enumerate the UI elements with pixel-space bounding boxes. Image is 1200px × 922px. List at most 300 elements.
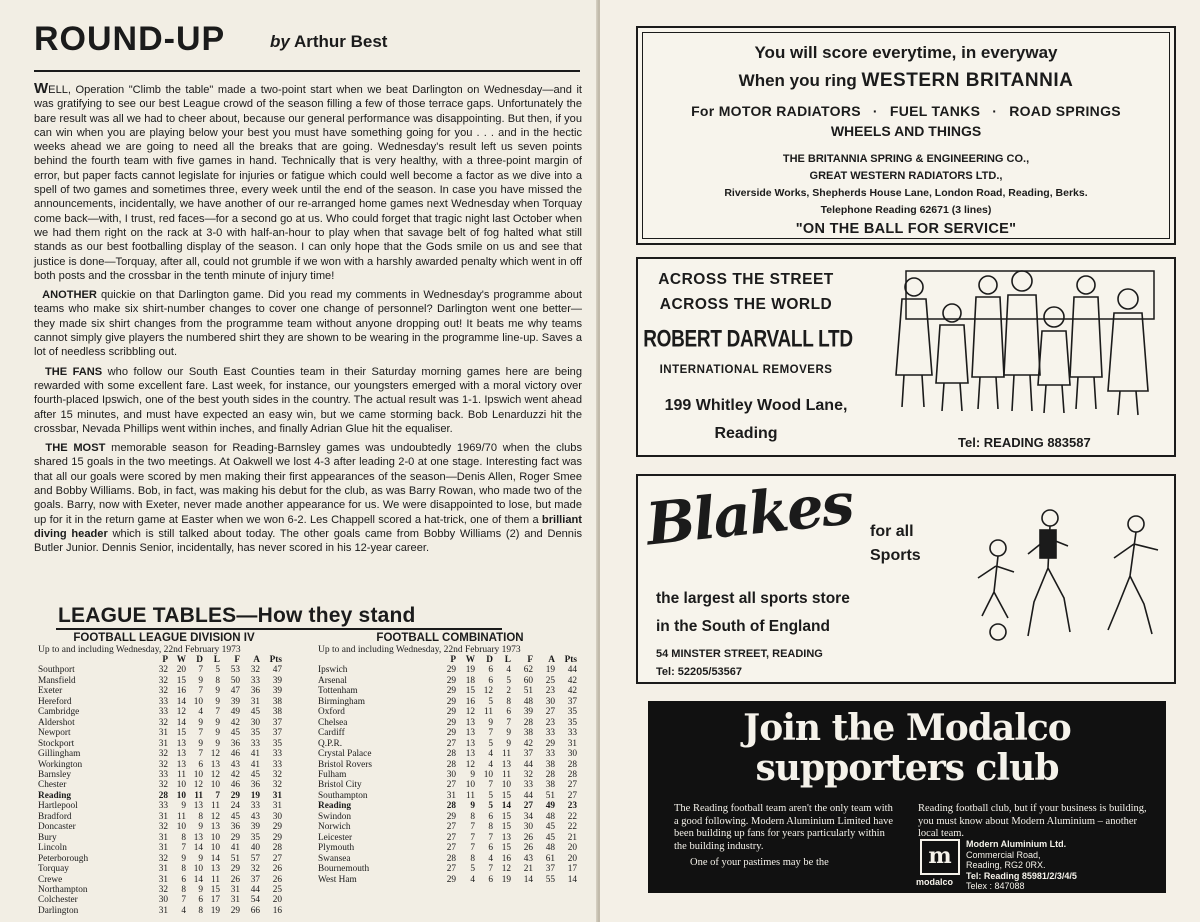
team-name: Southport [38,665,75,676]
stat-cell: 29 [446,675,456,686]
stat-cell: 4 [470,874,475,885]
stat-cell: 10 [176,780,186,791]
combination-header-row [318,655,577,665]
team-name: Peterborough [38,853,89,864]
table-row [38,686,282,696]
table-row [318,718,577,728]
stat-cell: 28 [523,717,533,728]
stat-cell: 50 [230,675,240,686]
stat-cell: 10 [210,832,220,843]
stat-cell: 32 [158,717,168,728]
stat-cell: 9 [198,822,203,833]
stat-cell: 26 [230,874,240,885]
blakes-line-1: the largest all sports store [656,590,850,607]
stat-cell: 37 [523,749,533,760]
roundup-byline [270,32,387,52]
stat-cell: 15 [176,728,186,739]
darvall-address-1: 199 Whitley Wood Lane, [664,397,848,414]
stat-cell: 29 [272,832,282,843]
britannia-slogan: "ON THE BALL FOR SERVICE" [795,221,1017,237]
stat-cell: 35 [250,832,260,843]
division4-col-d: D [196,655,203,665]
team-name: Hereford [38,696,72,707]
stat-cell: 10 [210,843,220,854]
stat-cell: 6 [198,895,203,906]
division4-col-f: F [234,655,240,665]
stat-cell: 16 [465,696,475,707]
team-name: Aldershot [38,717,75,728]
stat-cell: 27 [446,843,456,854]
team-name: Chelsea [318,717,348,728]
stat-cell: 29 [230,864,240,875]
table-row [38,801,282,811]
stat-cell: 33 [158,769,168,780]
stat-cell: 7 [198,665,203,676]
stat-cell: 10 [193,769,203,780]
stat-cell: 15 [501,811,511,822]
article-paragraph-1 [34,82,582,283]
team-name: Bury [38,832,57,843]
stat-cell: 32 [272,769,282,780]
stat-cell: 14 [501,801,511,812]
drop-cap: W [34,80,49,97]
stat-cell: 57 [250,853,260,864]
table-row [38,812,282,822]
table-row [318,749,577,759]
stat-cell: 32 [272,780,282,791]
stat-cell: 35 [567,707,577,718]
stat-cell: 20 [176,665,186,676]
stat-cell: 42 [567,686,577,697]
western-britannia-ad [636,26,1176,245]
stat-cell: 22 [567,811,577,822]
stat-cell: 66 [250,905,260,916]
stat-cell: 26 [272,874,282,885]
table-row [318,843,577,853]
stat-cell: 30 [272,811,282,822]
stat-cell: 9 [198,717,203,728]
team-name: Q.P.R. [318,738,343,749]
stat-cell: 4 [488,749,493,760]
stat-cell: 22 [567,822,577,833]
stat-cell: 29 [230,905,240,916]
britannia-telephone: Telephone Reading 62671 (3 lines) [820,204,992,216]
darvall-address-2: Reading [714,425,778,442]
stat-cell: 13 [193,801,203,812]
stat-cell: 6 [181,874,186,885]
western-britannia-inner-border [642,32,1170,239]
stat-cell: 32 [158,675,168,686]
stat-cell: 15 [501,843,511,854]
darvall-subtitle: INTERNATIONAL REMOVERS [659,364,833,376]
stat-cell: 32 [250,665,260,676]
stat-cell: 13 [193,832,203,843]
table-row [38,875,282,885]
stat-cell: 33 [545,728,555,739]
stat-cell: 12 [210,749,220,760]
paragraph-4-highlight: brilliant diving header [34,513,582,540]
table-row [318,739,577,749]
right-page [600,0,1200,922]
team-name: Bristol Rovers [318,759,372,770]
stat-cell: 37 [272,728,282,739]
stat-cell: 44 [523,759,533,770]
modalco-company: Modern Aluminium Ltd. [966,839,1067,849]
stat-cell: 42 [567,675,577,686]
stat-cell: 42 [523,738,533,749]
stat-cell: 31 [230,884,240,895]
stat-cell: 28 [446,853,456,864]
table-row [38,885,282,895]
stat-cell: 30 [523,822,533,833]
stat-cell: 33 [158,707,168,718]
stat-cell: 27 [567,780,577,791]
stat-cell: 19 [501,874,511,885]
team-name: Swansea [318,853,351,864]
table-row [318,728,577,738]
stat-cell: 61 [545,853,555,864]
stat-cell: 27 [446,822,456,833]
modalco-right-text: Reading football club, but if your business is building, you must know about Modern Aluminium – another local team. [918,803,1147,839]
stat-cell: 7 [198,749,203,760]
stat-cell: 31 [158,864,168,875]
blakes-for-all-sports [870,520,921,568]
team-name: Bournemouth [318,864,370,875]
stat-cell: 13 [465,717,475,728]
stat-cell: 42 [230,769,240,780]
stat-cell: 43 [230,759,240,770]
table-row [38,780,282,790]
stat-cell: 39 [523,707,533,718]
removal-men-illustration [876,265,1172,425]
byline-author: Arthur Best [293,32,388,51]
table-row [318,875,577,885]
table-row [318,864,577,874]
stat-cell: 27 [272,853,282,864]
article-paragraph-4 [34,441,582,555]
stat-cell: 45 [250,769,260,780]
stat-cell: 41 [250,749,260,760]
stat-cell: 9 [215,717,220,728]
stat-cell: 7 [488,832,493,843]
product-fuel-tanks: FUEL TANKS [889,103,981,119]
stat-cell: 13 [210,864,220,875]
footballers-illustration [968,506,1168,671]
stat-cell: 28 [567,769,577,780]
table-row [38,843,282,853]
stat-cell: 14 [523,874,533,885]
table-row [318,780,577,790]
stat-cell: 7 [470,832,475,843]
stat-cell: 19 [465,665,475,676]
paragraph-4-text-b: which is still talked about today. The other goals came from Bobby Williams (2) and Dennis Butler Junior. Dennis Senior, incidentally, has never scored in his 12-year career. [34,527,582,555]
stat-cell: 55 [545,874,555,885]
team-name: Reading [318,801,352,812]
darvall-name: ROBERT DARVALL LTD [643,326,853,353]
team-name: Mansfield [38,675,76,686]
stat-cell: 5 [488,790,493,801]
stat-cell: 10 [176,790,186,801]
modalco-address-2: Reading, RG2 0RX. [966,860,1046,870]
stat-cell: 5 [215,665,220,676]
stat-cell: 29 [446,728,456,739]
stat-cell: 27 [523,801,533,812]
stat-cell: 49 [230,707,240,718]
combination-table [318,655,577,885]
stat-cell: 13 [176,749,186,760]
team-name: Workington [38,759,83,770]
team-name: Lincoln [38,843,67,854]
stat-cell: 16 [501,853,511,864]
team-name: Bristol City [318,780,362,791]
stat-cell: 11 [466,790,475,801]
table-row [318,791,577,801]
stat-cell: 51 [545,790,555,801]
table-row [38,833,282,843]
table-row [318,697,577,707]
stat-cell: 6 [488,665,493,676]
stat-cell: 30 [567,749,577,760]
stat-cell: 32 [158,759,168,770]
stat-cell: 6 [488,675,493,686]
stat-cell: 17 [567,864,577,875]
stat-cell: 12 [193,780,203,791]
stat-cell: 8 [181,832,186,843]
stat-cell: 38 [523,728,533,739]
stat-cell: 12 [210,769,220,780]
britannia-brand: WESTERN BRITANNIA [861,70,1074,91]
stat-cell: 14 [193,874,203,885]
team-name: Exeter [38,686,63,697]
article-paragraph-2 [34,288,582,359]
stat-cell: 47 [272,665,282,676]
stat-cell: 13 [501,832,511,843]
stat-cell: 23 [545,717,555,728]
stat-cell: 28 [446,749,456,760]
stat-cell: 8 [488,822,493,833]
stat-cell: 31 [158,843,168,854]
stat-cell: 10 [483,769,493,780]
stat-cell: 33 [158,801,168,812]
blakes-sports: Sports [870,547,921,564]
stat-cell: 33 [158,696,168,707]
division4-header-row [38,655,282,665]
table-row [38,665,282,675]
stat-cell: 45 [250,707,260,718]
stat-cell: 31 [250,696,260,707]
stat-cell: 11 [177,769,186,780]
stat-cell: 47 [230,686,240,697]
stat-cell: 30 [250,717,260,728]
stat-cell: 28 [272,843,282,854]
stat-cell: 9 [198,853,203,864]
table-row [38,822,282,832]
stat-cell: 33 [250,801,260,812]
table-row [38,697,282,707]
stat-cell: 13 [210,822,220,833]
stat-cell: 28 [446,801,456,812]
stat-cell: 29 [545,738,555,749]
team-name: Cambridge [38,707,80,718]
stat-cell: 4 [198,707,203,718]
stat-cell: 32 [158,884,168,895]
stat-cell: 60 [523,675,533,686]
modalco-left-text-2: One of your pastimes may be the [690,857,829,868]
stat-cell: 25 [545,675,555,686]
britannia-company-2: GREAT WESTERN RADIATORS LTD., [809,170,1003,182]
stat-cell: 9 [181,801,186,812]
stat-cell: 45 [230,728,240,739]
division4-heading: FOOTBALL LEAGUE DIVISION IV [73,632,255,644]
modalco-ad [648,701,1166,893]
stat-cell: 54 [250,895,260,906]
stat-cell: 31 [158,905,168,916]
stat-cell: 7 [506,717,511,728]
stat-cell: 45 [545,822,555,833]
stat-cell: 26 [523,843,533,854]
table-row [38,749,282,759]
stat-cell: 42 [230,717,240,728]
roundup-article [34,82,582,561]
table-row [38,676,282,686]
combination-col-team [318,655,436,665]
table-row [38,739,282,749]
stat-cell: 38 [545,759,555,770]
stat-cell: 9 [488,717,493,728]
modalco-headline-1: Join the Modalco [743,707,1071,749]
table-row [38,707,282,717]
stat-cell: 7 [181,895,186,906]
left-page [0,0,598,922]
stat-cell: 10 [193,696,203,707]
stat-cell: 48 [545,843,555,854]
stat-cell: 27 [446,738,456,749]
roundup-title: ROUND-UP [34,20,226,58]
league-tables-rule [56,628,502,630]
stat-cell: 35 [567,717,577,728]
team-name: Northampton [38,884,88,895]
stat-cell: 33 [567,728,577,739]
combination-subheading: Up to and including Wednesday, 22nd February 1973 [318,645,521,655]
table-row [318,686,577,696]
stat-cell: 29 [446,874,456,885]
modalco-address-1: Commercial Road, [966,849,1041,860]
stat-cell: 31 [158,738,168,749]
team-name: Bradford [38,811,72,822]
stat-cell: 5 [506,675,511,686]
table-row [318,665,577,675]
stat-cell: 8 [198,811,203,822]
table-row [318,676,577,686]
stat-cell: 9 [198,884,203,895]
stat-cell: 29 [446,686,456,697]
paragraph-3-lead: THE FANS [44,365,103,378]
stat-cell: 8 [506,696,511,707]
table-row [38,791,282,801]
division4-col-a: A [253,655,260,665]
stat-cell: 12 [501,864,511,875]
stat-cell: 33 [545,749,555,760]
combination-col-a: A [548,655,555,665]
stat-cell: 24 [230,801,240,812]
stat-cell: 20 [272,895,282,906]
blakes-line-2: in the South of England [656,618,830,635]
stat-cell: 29 [272,822,282,833]
stat-cell: 5 [470,864,475,875]
stat-cell: 12 [465,707,475,718]
darvall-telephone: Tel: READING 883587 [958,435,1091,450]
stat-cell: 5 [488,696,493,707]
stat-cell: 28 [446,759,456,770]
stat-cell: 41 [250,759,260,770]
stat-cell: 39 [272,686,282,697]
stat-cell: 31 [230,895,240,906]
stat-cell: 29 [446,717,456,728]
table-row [318,801,577,811]
stat-cell: 9 [470,769,475,780]
table-row [318,707,577,717]
stat-cell: 4 [181,905,186,916]
stat-cell: 8 [181,864,186,875]
division4-subheading: Up to and including Wednesday, 22nd February 1973 [38,645,241,655]
stat-cell: 23 [567,801,577,812]
division4-table [38,655,282,916]
table-row [318,833,577,843]
modalco-left-text: The Reading football team aren't the only team with a good following. Modern Aluminium Limited have been building up fans for years particularly within the building industry. [674,803,894,852]
combination-heading: FOOTBALL COMBINATION [376,632,524,644]
stat-cell: 7 [488,728,493,739]
stat-cell: 7 [181,843,186,854]
team-name: Newport [38,728,71,739]
stat-cell: 11 [177,811,186,822]
stat-cell: 9 [215,728,220,739]
stat-cell: 44 [523,790,533,801]
stat-cell: 27 [446,864,456,875]
stat-cell: 7 [470,843,475,854]
stat-cell: 6 [488,811,493,822]
stat-cell: 11 [502,769,511,780]
stat-cell: 14 [176,696,186,707]
britannia-company-1: THE BRITANNIA SPRING & ENGINEERING CO., [782,153,1030,165]
stat-cell: 32 [250,864,260,875]
stat-cell: 29 [446,811,456,822]
stat-cell: 38 [272,707,282,718]
team-name: Stockport [38,738,75,749]
team-name: Torquay [38,864,69,875]
stat-cell: 12 [176,707,186,718]
stat-cell: 35 [250,728,260,739]
stat-cell: 14 [193,843,203,854]
stat-cell: 28 [567,759,577,770]
stat-cell: 9 [215,696,220,707]
stat-cell: 5 [488,738,493,749]
modalco-right-column [918,803,1148,841]
paragraph-4-lead: THE MOST [45,442,106,455]
stat-cell: 4 [488,759,493,770]
table-row [38,895,282,905]
team-name: Colchester [38,895,78,906]
team-name: Norwich [318,822,351,833]
stat-cell: 37 [250,874,260,885]
stat-cell: 44 [567,665,577,676]
stat-cell: 10 [176,822,186,833]
stat-cell: 43 [523,853,533,864]
stat-cell: 36 [230,822,240,833]
stat-cell: 46 [230,780,240,791]
stat-cell: 41 [230,843,240,854]
darvall-tagline-2: ACROSS THE WORLD [659,296,833,313]
division4-col-pts: Pts [269,655,282,665]
